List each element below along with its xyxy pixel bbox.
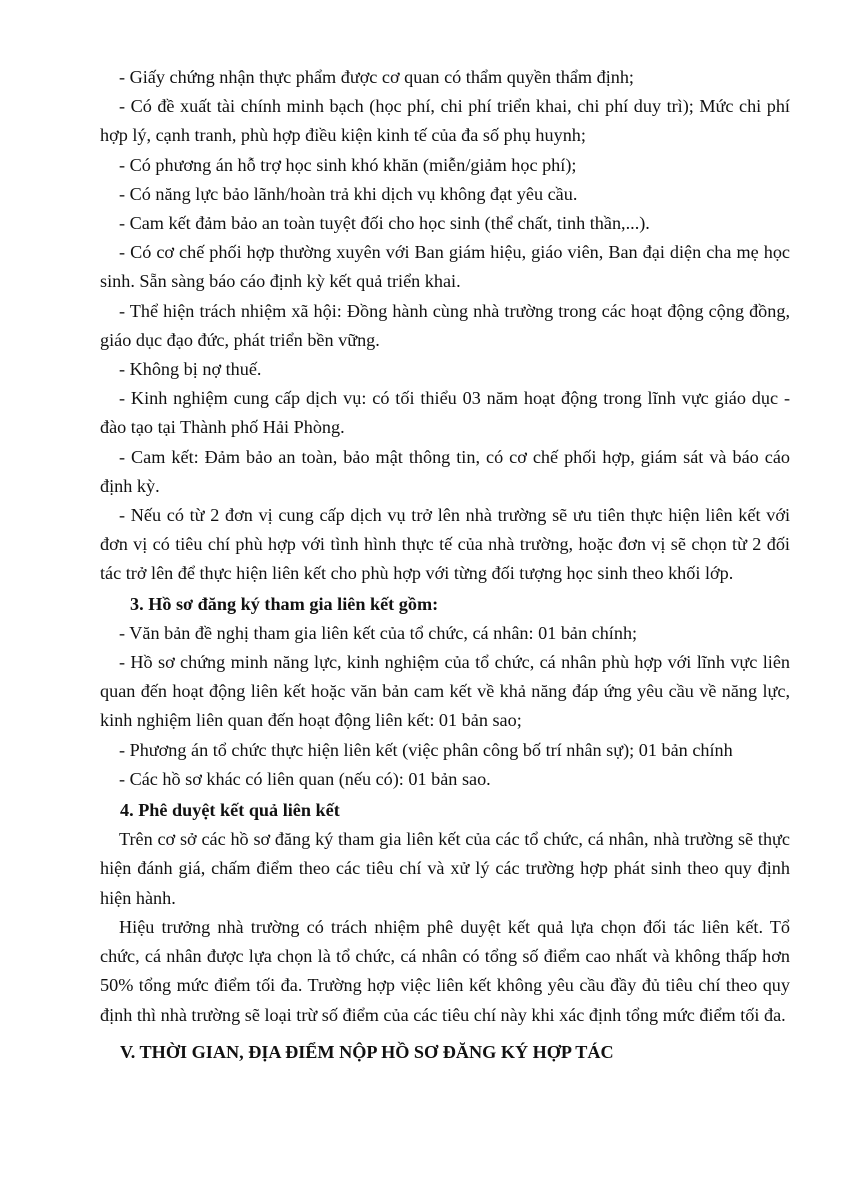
requirement-multiple-providers: - Nếu có từ 2 đơn vị cung cấp dịch vụ trở lên nhà trường sẽ ưu tiên thực hiện liên kết với đơn vị có tiêu chí phù hợp với tình hình thực tế của nhà trường, hoặc đơn vị sẽ chọn từ 2 đối tác trở lên để thực hiện liên kết cho phù hợp với từng đối tượng học sinh theo khối lớp. [100,505,790,584]
requirement-guarantee: - Có năng lực bảo lãnh/hoàn trả khi dịch vụ không đạt yêu cầu. [119,183,578,204]
requirement-information-security: - Cam kết: Đảm bảo an toàn, bảo mật thông tin, có cơ chế phối hợp, giám sát và báo cáo định kỳ. [100,446,790,496]
requirement-no-tax-debt: - Không bị nợ thuế. [119,359,262,380]
section-4-heading: 4. Phê duyệt kết quả liên kết [120,800,340,821]
section-3-item: - Phương án tổ chức thực hiện liên kết (việc phân công bố trí nhân sự); 01 bản chính [119,739,733,760]
section-3-heading: 3. Hồ sơ đăng ký tham gia liên kết gồm: [130,593,439,614]
requirement-coordination: - Có cơ chế phối hợp thường xuyên với Ban giám hiệu, giáo viên, Ban đại diện cha mẹ học sinh. Sẵn sàng báo cáo định kỳ kết quả triển khai. [100,242,790,292]
requirement-student-support: - Có phương án hỗ trợ học sinh khó khăn (miễn/giảm học phí); [119,154,577,175]
section-4-paragraph: Hiệu trưởng nhà trường có trách nhiệm phê duyệt kết quả lựa chọn đối tác liên kết. Tổ chức, cá nhân được lựa chọn là tổ chức, cá nhân có tổng số điểm cao nhất và không thấp hơn 50% tổng mức điểm tối đa. Trường hợp việc liên kết không yêu cầu đầy đủ tiêu chí theo quy định thì nhà trường sẽ loại trừ số điểm của các tiêu chí này khi xác định tổng mức điểm tối đa. [100,916,790,1025]
section-3-item: - Các hồ sơ khác có liên quan (nếu có): 01 bản sao. [119,768,491,789]
section-3-item: - Hồ sơ chứng minh năng lực, kinh nghiệm của tổ chức, cá nhân phù hợp với lĩnh vực liên quan đến hoạt động liên kết hoặc văn bản cam kết về khả năng đáp ứng yêu cầu về năng lực, kinh nghiệm liên quan đến hoạt động liên kết: 01 bản sao; [100,652,790,731]
requirement-food-certificate: - Giấy chứng nhận thực phẩm được cơ quan có thẩm quyền thẩm định; [119,67,634,87]
requirement-financial-proposal: - Có đề xuất tài chính minh bạch (học phí, chi phí triển khai, chi phí duy trì); Mức chi phí hợp lý, cạnh tranh, phù hợp điều kiện kinh tế của đa số phụ huynh; [100,96,790,146]
section-4-paragraph: Trên cơ sở các hồ sơ đăng ký tham gia liên kết của các tổ chức, cá nhân, nhà trường sẽ thực hiện đánh giá, chấm điểm theo các tiêu chí và xử lý các trường hợp phát sinh theo quy định hiện hành. [100,829,790,908]
requirement-social-responsibility: - Thể hiện trách nhiệm xã hội: Đồng hành cùng nhà trường trong các hoạt động cộng đồng, giáo dục đạo đức, phát triển bền vững. [100,300,790,350]
section-3-item: - Văn bản đề nghị tham gia liên kết của tổ chức, cá nhân: 01 bản chính; [119,622,638,643]
section-5-heading: V. THỜI GIAN, ĐỊA ĐIỂM NỘP HỒ SƠ ĐĂNG KÝ HỢP TÁC [120,1041,614,1062]
requirement-safety-commitment: - Cam kết đảm bảo an toàn tuyệt đối cho học sinh (thể chất, tinh thần,...). [119,213,650,234]
document-body [100,63,790,1067]
requirement-experience: - Kinh nghiệm cung cấp dịch vụ: có tối thiểu 03 năm hoạt động trong lĩnh vực giáo dục - đào tạo tại Thành phố Hải Phòng. [100,388,790,438]
